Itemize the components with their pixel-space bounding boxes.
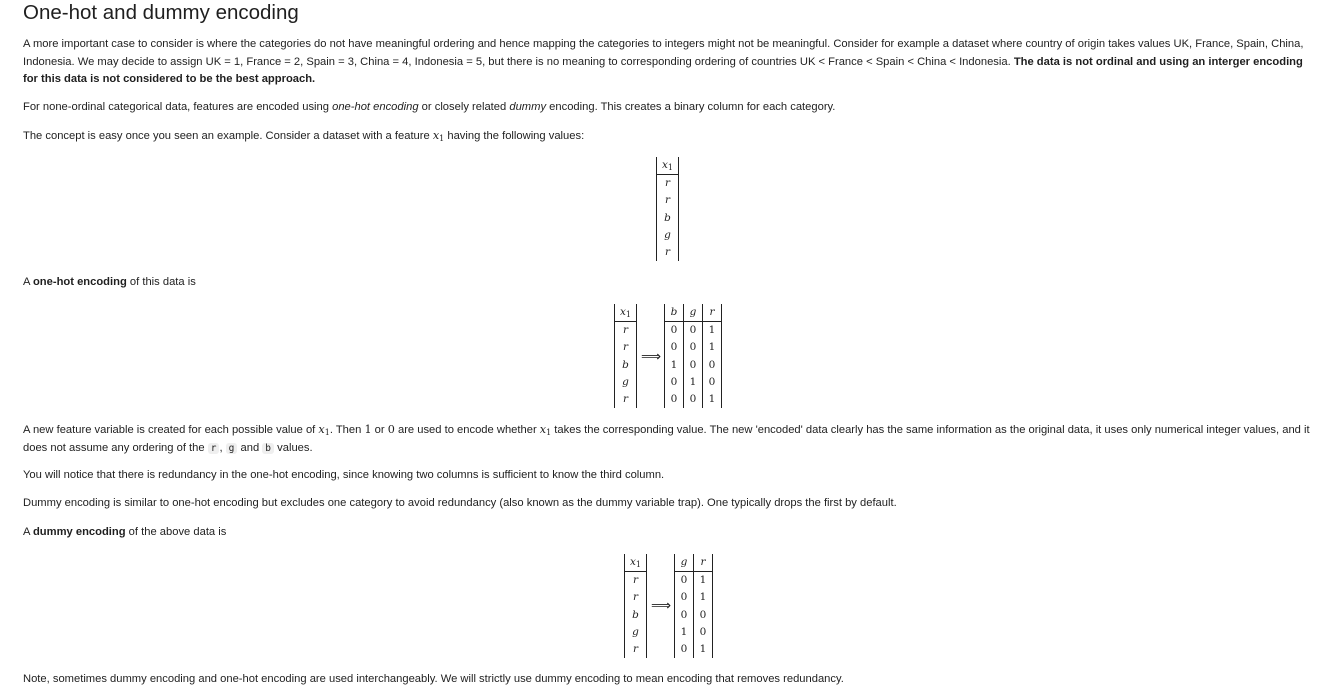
onehot-matrix bbox=[664, 304, 722, 408]
value-cell: r bbox=[664, 177, 671, 190]
column-header-x1: $x_1$ bbox=[625, 554, 647, 572]
binary-cell: 0 bbox=[675, 641, 694, 658]
paragraph-dummy-definition: Dummy encoding is similar to one-hot encoding but excludes one category to avoid redundancy (also known as the dummy variable trap). One typically drops the first by default. bbox=[23, 497, 897, 509]
paragraph-onehot-intro: A one-hot encoding of this data is bbox=[23, 276, 196, 288]
table-row bbox=[665, 391, 722, 408]
table-row bbox=[625, 641, 647, 658]
value-cell: r bbox=[632, 574, 639, 587]
code-r: r bbox=[208, 443, 220, 454]
value-cell: r bbox=[622, 341, 629, 354]
code-b: b bbox=[262, 443, 274, 454]
column-header-b: b bbox=[665, 304, 684, 322]
binary-cell: 1 bbox=[703, 339, 722, 356]
value-cell: b bbox=[664, 211, 671, 224]
column-header-x1: $x_1$ bbox=[657, 157, 679, 175]
value-cell: g bbox=[664, 228, 671, 241]
value-cell: b bbox=[622, 358, 629, 371]
code-g: g bbox=[226, 443, 238, 454]
binary-cell: 0 bbox=[665, 391, 684, 408]
binary-cell: 1 bbox=[694, 572, 713, 590]
binary-cell: 0 bbox=[694, 607, 713, 624]
binary-cell: 0 bbox=[665, 339, 684, 356]
paragraph-redundancy: You will notice that there is redundancy in the one-hot encoding, since knowing two columns is sufficient to know the third column. bbox=[23, 469, 665, 481]
table-row bbox=[657, 244, 679, 261]
binary-cell: 0 bbox=[703, 357, 722, 374]
table-row bbox=[615, 374, 637, 391]
binary-cell: 1 bbox=[665, 357, 684, 374]
binary-cell: 0 bbox=[675, 607, 694, 624]
table-row bbox=[675, 641, 713, 658]
value-cell: r bbox=[632, 643, 639, 656]
binary-cell: 1 bbox=[694, 641, 713, 658]
paragraph-onehot-explanation: A new feature variable is created for each possible value of $x_1$. Then 1 or 0 are used to encode whether $x_1$ takes the corresponding value. The new 'encoded' data clearly has the same information as the original data, it uses only numerical integer values, and it does not assume any ordering of the r , g and b values. bbox=[23, 423, 1310, 454]
value-cell: r bbox=[664, 194, 671, 207]
section-heading: One-hot and dummy encoding bbox=[23, 1, 299, 24]
paragraph-dummy-intro: A dummy encoding of the above data is bbox=[23, 526, 227, 538]
onehot-source-table bbox=[614, 304, 637, 408]
binary-cell: 0 bbox=[665, 374, 684, 391]
column-header-g: g bbox=[675, 554, 694, 572]
value-cell: b bbox=[632, 608, 639, 621]
value-cell: g bbox=[632, 625, 639, 638]
dummy-source-table bbox=[624, 554, 647, 658]
table-row bbox=[625, 607, 647, 624]
column-header-r: r bbox=[703, 304, 722, 322]
value-cell: r bbox=[622, 393, 629, 406]
binary-cell: 1 bbox=[703, 322, 722, 340]
table-row bbox=[657, 175, 679, 193]
em-dummy: dummy bbox=[509, 101, 547, 113]
value-cell: r bbox=[632, 591, 639, 604]
table-row bbox=[625, 572, 647, 590]
bold-statement: The data is not ordinal and using an interger encoding for this data is not considered to be the best approach. bbox=[23, 55, 1303, 85]
binary-cell: 0 bbox=[684, 357, 703, 374]
binary-cell: 1 bbox=[684, 374, 703, 391]
binary-cell: 0 bbox=[675, 572, 694, 590]
dummy-matrix bbox=[674, 554, 713, 658]
binary-cell: 0 bbox=[694, 624, 713, 641]
table-row bbox=[615, 391, 637, 408]
value-cell: g bbox=[622, 375, 629, 388]
table-row bbox=[665, 322, 722, 340]
binary-cell: 0 bbox=[684, 391, 703, 408]
em-one-hot: one-hot encoding bbox=[332, 101, 419, 113]
table-row bbox=[665, 357, 722, 374]
column-header-r: r bbox=[694, 554, 713, 572]
implies-arrow: ⟹ bbox=[651, 598, 672, 614]
table-row bbox=[657, 227, 679, 244]
table-row bbox=[615, 357, 637, 374]
binary-cell: 0 bbox=[675, 589, 694, 606]
column-header-x1: $x_1$ bbox=[615, 304, 637, 322]
binary-cell: 1 bbox=[675, 624, 694, 641]
table-row bbox=[675, 572, 713, 590]
paragraph-example-intro: The concept is easy once you seen an example. Consider a dataset with a feature $x_1$ having the following values: bbox=[23, 129, 585, 143]
table-row bbox=[675, 624, 713, 641]
table-row bbox=[615, 322, 637, 340]
implies-arrow: ⟹ bbox=[641, 349, 662, 365]
binary-cell: 0 bbox=[703, 374, 722, 391]
binary-cell: 0 bbox=[684, 339, 703, 356]
binary-cell: 1 bbox=[694, 589, 713, 606]
paragraph-note: Note, sometimes dummy encoding and one-hot encoding are used interchangeably. We will strictly use dummy encoding to mean encoding that removes redundancy. bbox=[23, 673, 844, 685]
table-row bbox=[615, 339, 637, 356]
paragraph-encoding-intro: For none-ordinal categorical data, features are encoded using one-hot encoding or closely related dummy encoding. This creates a binary column for each category. bbox=[23, 101, 836, 113]
notebook-cell bbox=[23, 0, 1313, 685]
binary-cell: 0 bbox=[684, 322, 703, 340]
feature-table bbox=[656, 157, 679, 261]
table-row bbox=[657, 192, 679, 209]
paragraph-ordering: A more important case to consider is where the categories do not have meaningful ordering and hence mapping the categories to integers might not be meaningful. Consider for example a dataset where country of origin takes values UK, France, Spain, China, Indonesia. We may decide to assign UK = 1, France = 2, Spain = 3, China = 4, Indonesia = 5, but there is no meaning to corresponding ordering of countries UK < France < Spain < China < Indonesia. The data is not ordinal and using an interger encoding for this data is not considered to be the best approach. bbox=[23, 38, 1304, 85]
table-row bbox=[665, 374, 722, 391]
value-cell: r bbox=[622, 324, 629, 337]
table-row bbox=[657, 210, 679, 227]
table-row bbox=[625, 589, 647, 606]
column-header-g: g bbox=[684, 304, 703, 322]
binary-cell: 1 bbox=[703, 391, 722, 408]
table-row bbox=[665, 339, 722, 356]
value-cell: r bbox=[664, 246, 671, 259]
table-row bbox=[675, 589, 713, 606]
table-row bbox=[625, 624, 647, 641]
binary-cell: 0 bbox=[665, 322, 684, 340]
table-row bbox=[675, 607, 713, 624]
